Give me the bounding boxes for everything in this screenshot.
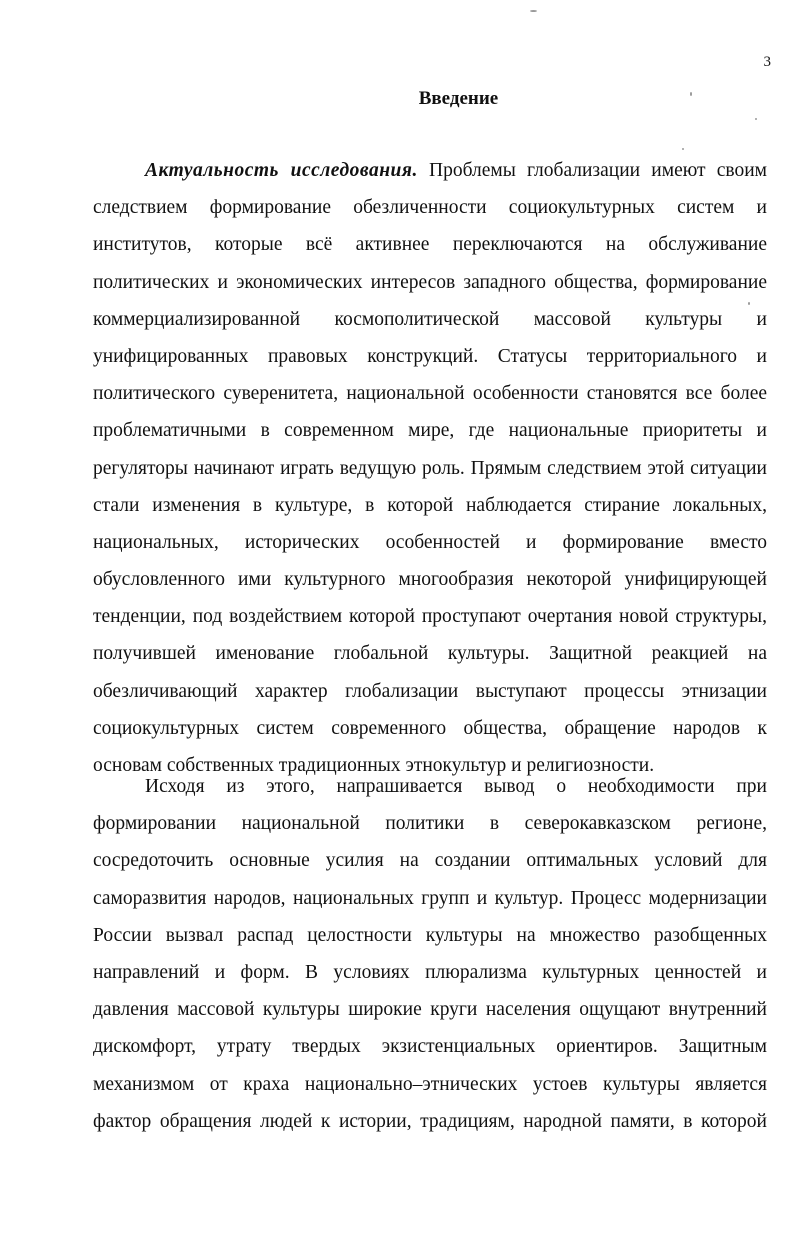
- paragraph-conclusion: [93, 768, 767, 1140]
- paragraph-line: саморазвития народов, национальных групп и культур. Процесс модернизации: [93, 887, 767, 909]
- paragraph-line: тенденции, под воздействием которой проступают очертания новой структуры,: [93, 606, 767, 628]
- paragraph-line: проблематичными в современном мире, где национальные приоритеты и: [93, 420, 767, 442]
- paragraph-line: политического суверенитета, национальной особенности становятся все более: [93, 383, 767, 405]
- paragraph-line: [93, 152, 767, 189]
- paragraph-line: институтов, которые всё активнее переключаются на обслуживание: [93, 234, 767, 256]
- paragraph-line: получившей именование глобальной культуры. Защитной реакцией на: [93, 643, 767, 665]
- paragraph-line: следствием формирование обезличенности социокультурных систем и: [93, 197, 767, 219]
- paragraph-line: социокультурных систем современного общества, обращение народов к: [93, 717, 767, 739]
- paragraph-line: давления массовой культуры широкие круги населения ощущают внутренний: [93, 999, 767, 1021]
- paragraph-line: формировании национальной политики в северокавказском регионе,: [93, 813, 767, 835]
- scan-speck: [755, 118, 757, 120]
- paragraph-line: политических и экономических интересов западного общества, формирование: [93, 271, 767, 293]
- paragraph-line: стали изменения в культуре, в которой наблюдается стирание локальных,: [93, 494, 767, 516]
- paragraph-line: обусловленного ими культурного многообразия некоторой унифицирующей: [93, 569, 767, 591]
- paragraph-line: дискомфорт, утрату твердых экзистенциальных ориентиров. Защитным: [93, 1036, 767, 1058]
- paragraph-line: направлений и форм. В условиях плюрализма культурных ценностей и: [93, 961, 767, 983]
- lead-term: Актуальность исследования.: [145, 160, 418, 181]
- paragraph-line: основам собственных традиционных этнокультур и религиозности.: [93, 755, 655, 776]
- section-title: Введение: [418, 88, 499, 109]
- paragraph-line: унифицированных правовых конструкций. Статусы территориального и: [93, 345, 767, 367]
- page-number: 3: [763, 54, 771, 70]
- scan-speck: [682, 148, 684, 150]
- paragraph-line: России вызвал распад целостности культуры на множество разобщенных: [93, 924, 767, 946]
- paragraph-line: Исходя из этого, напрашивается вывод о необходимости при: [145, 776, 767, 797]
- scan-speck: [530, 10, 537, 12]
- paragraph-line: национальных, исторических особенностей и формирование вместо: [93, 531, 767, 553]
- paragraph-line: механизмом от краха национально–этнических устоев культуры является: [93, 1073, 767, 1095]
- paragraph-line: коммерциализированной космополитической массовой культуры и: [93, 308, 767, 330]
- first-line-text: Проблемы глобализации имеют своим: [417, 160, 767, 181]
- paragraph-line: сосредоточить основные усилия на создании оптимальных условий для: [93, 850, 767, 872]
- paragraph-line: фактор обращения людей к истории, традициям, народной памяти, в которой: [93, 1110, 767, 1132]
- paragraph-relevance: [93, 152, 767, 784]
- paragraph-line: обезличивающий характер глобализации выступают процессы этнизации: [93, 680, 767, 702]
- paragraph-line: регуляторы начинают играть ведущую роль. Прямым следствием этой ситуации: [93, 457, 767, 479]
